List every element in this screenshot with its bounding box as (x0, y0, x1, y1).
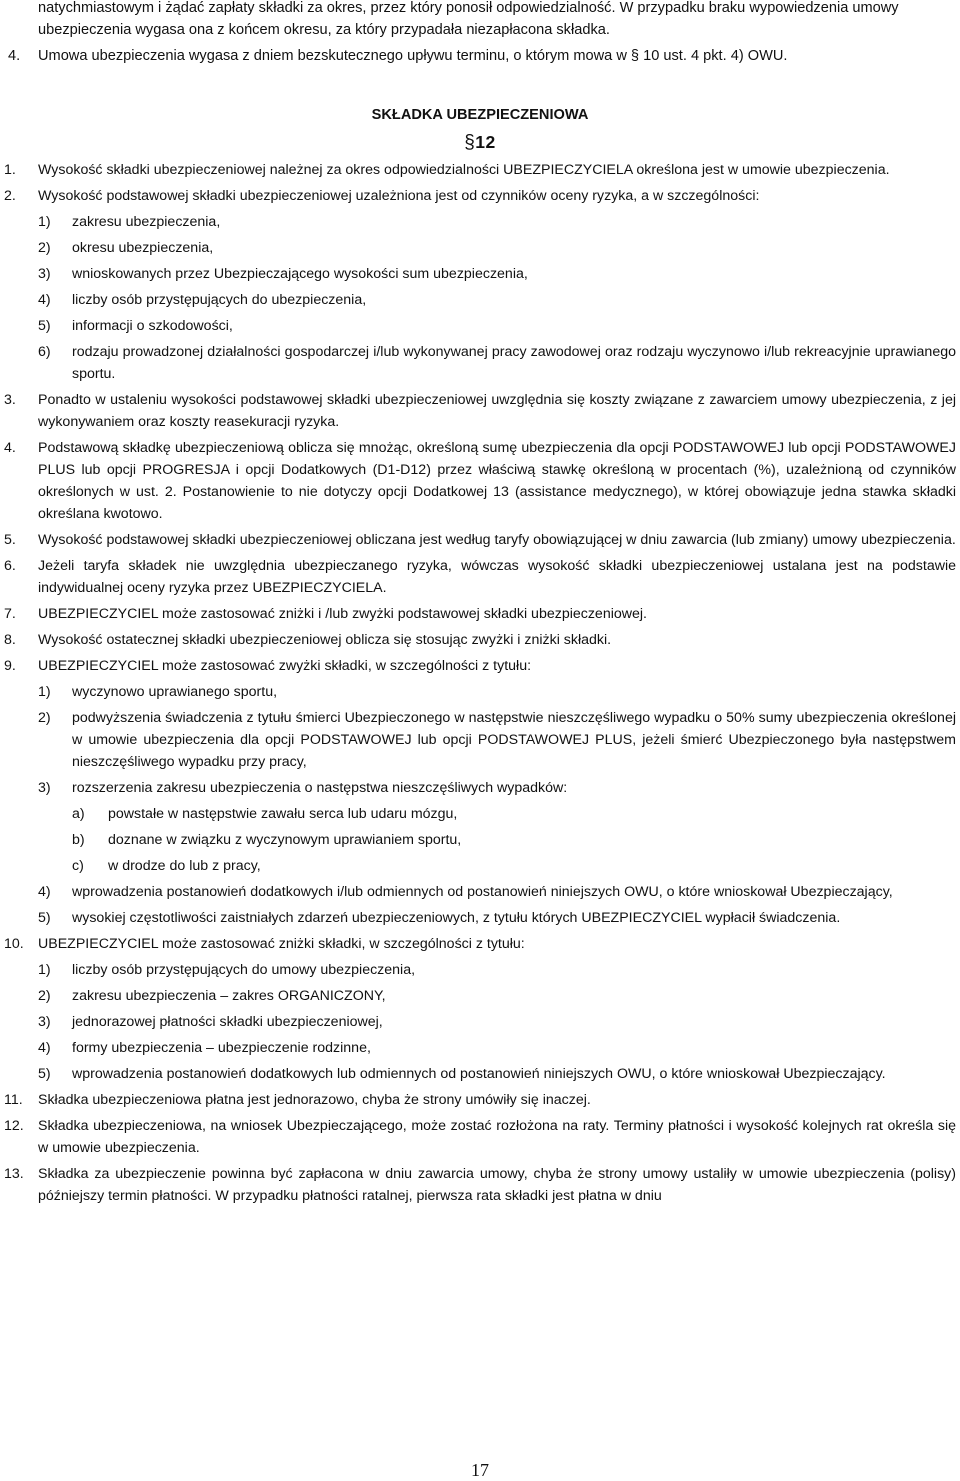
page-number: 17 (471, 1460, 489, 1480)
sub-item (38, 907, 956, 929)
list-item (4, 1115, 956, 1159)
sub-sub-item-number: c) (72, 858, 84, 874)
sub-sub-item-number: b) (72, 832, 85, 848)
sub-item-number: 1) (38, 214, 51, 230)
section-sign: § (464, 132, 476, 153)
sub-item-text: liczby osób przystępujących do ubezpieczenia, (72, 292, 367, 308)
list-item-text: Wysokość składki ubezpieczeniowej należnej za okres odpowiedzialności UBEZPIECZYCIELA określona jest w umowie ubezpieczenia. (38, 162, 890, 178)
sub-item-text: wnioskowanych przez Ubezpieczającego wysokości sum ubezpieczenia, (72, 266, 528, 282)
sub-item (38, 315, 956, 337)
sub-sub-item (38, 829, 956, 851)
list-item-text: UBEZPIECZYCIEL może zastosować zwyżki składki, w szczególności z tytułu: (38, 658, 532, 674)
list-item (4, 655, 956, 677)
sub-item (38, 681, 956, 703)
sub-item-text: formy ubezpieczenia – ubezpieczenie rodzinne, (72, 1040, 371, 1056)
sub-sub-item-text: doznane w związku z wyczynowym uprawianiem sportu, (108, 832, 462, 848)
list-item (4, 629, 956, 651)
sub-item-number: 2) (38, 710, 51, 726)
sub-item-text: wyczynowo uprawianego sportu, (72, 684, 278, 700)
list-item (4, 603, 956, 625)
sub-item-number: 1) (38, 684, 51, 700)
list-item (4, 933, 956, 955)
sub-item-number: 4) (38, 292, 51, 308)
list-item (4, 529, 956, 551)
sub-item (38, 985, 956, 1007)
list-item-number: 2. (4, 188, 16, 204)
list-item-number: 4. (4, 440, 16, 456)
sub-item (38, 777, 956, 799)
sub-item-number: 2) (38, 240, 51, 256)
intro-point-4 (8, 45, 954, 67)
list-item (4, 185, 956, 207)
list-item (4, 437, 956, 525)
list-item-text: UBEZPIECZYCIEL może zastosować zniżki składki, w szczególności z tytułu: (38, 936, 525, 952)
list-item-text: Wysokość podstawowej składki ubezpieczeniowej uzależniona jest od czynników oceny ryzyka, a w szczególności: (38, 188, 760, 204)
sub-item-number: 3) (38, 266, 51, 282)
list-item (4, 555, 956, 599)
list-item-number: 6. (4, 558, 16, 574)
list-item-number: 3. (4, 392, 16, 408)
sub-sub-item (38, 803, 956, 825)
sub-item-number: 4) (38, 1040, 51, 1056)
sub-item-number: 2) (38, 988, 51, 1004)
list-item-number: 7. (4, 606, 16, 622)
list-item-number: 1. (4, 162, 16, 178)
sub-item (38, 1037, 956, 1059)
sub-item-text: jednorazowej płatności składki ubezpieczeniowej, (72, 1014, 383, 1030)
sub-item-number: 6) (38, 344, 51, 360)
list-item-number: 10. (4, 936, 24, 952)
list-item-text: UBEZPIECZYCIEL może zastosować zniżki i /lub zwyżki podstawowej składki ubezpieczeniowej. (38, 606, 647, 622)
sub-item (38, 341, 956, 385)
sub-item-number: 3) (38, 780, 51, 796)
sub-sub-item-text: w drodze do lub z pracy, (108, 858, 261, 874)
intro-paragraph: natychmiastowym i żądać zapłaty składki za okres, przez który ponosił odpowiedzialność. W przypadku braku wypowiedzenia umowy ubezpieczenia wygasa ona z końcem okresu, za który przypadała niezapłacona składka. (38, 0, 899, 38)
intro-point-number: 4. (8, 48, 21, 64)
intro-continuation (8, 0, 954, 67)
list-item-text: Składka za ubezpieczenie powinna być zapłacona w dniu zawarcia umowy, chyba że strony umowy ustaliły w umowie ubezpieczenia (polisy) późniejszy termin płatności. W przypadku płatności ratalnej, pierwsza rata składki jest płatna w dniu (38, 1166, 956, 1204)
points-list (4, 159, 956, 1207)
list-item-number: 11. (4, 1092, 23, 1108)
sub-sub-item-text: powstałe w następstwie zawału serca lub udaru mózgu, (108, 806, 458, 822)
sub-item-text: zakresu ubezpieczenia, (72, 214, 221, 230)
sub-item-text: wysokiej częstotliwości zaistniałych zdarzeń ubezpieczeniowych, z tytułu których UBEZPIECZYCIEL wypłacił świadczenia. (72, 910, 841, 926)
list-item-number: 5. (4, 532, 16, 548)
list-item-text: Wysokość podstawowej składki ubezpieczeniowej obliczana jest według taryfy obowiązującej w dniu zawarcia (lub zmiany) umowy ubezpieczenia. (38, 532, 956, 548)
list-item (4, 1163, 956, 1207)
list-item-number: 13. (4, 1166, 24, 1182)
list-item-text: Podstawową składkę ubezpieczeniową oblicza się mnożąc, określoną sumę ubezpieczenia dla opcji PODSTAWOWEJ lub opcji PODSTAWOWEJ PLUS lub opcji PROGRESJA i opcji Dodatkowych (D1-D12) przez właściwą stawkę określoną w procentach (%), uzależnioną od czynników określonych w ust. 2. Postanowienie to nie dotyczy opcji Dodatkowej 13 (assistance medycznego), w której obowiązuje jedna stawka składki określana kwotowo. (38, 440, 956, 522)
sub-item-text: wprowadzenia postanowień dodatkowych lub odmiennych od postanowień niniejszych OWU, o które wnioskował Ubezpieczający. (72, 1066, 886, 1082)
sub-item-number: 4) (38, 884, 51, 900)
sub-item-text: informacji o szkodowości, (72, 318, 233, 334)
sub-item (38, 211, 956, 233)
sub-item-text: rodzaju prowadzonej działalności gospodarczej i/lub wykonywanej pracy zawodowej oraz rodzaju wyczynowo i/lub rekreacyjnie uprawianego sportu. (72, 344, 956, 382)
sub-item (38, 263, 956, 285)
list-item (4, 389, 956, 433)
sub-item-text: wprowadzenia postanowień dodatkowych i/lub odmiennych od postanowień niniejszych OWU, o które wnioskował Ubezpieczający, (72, 884, 893, 900)
list-item-text: Ponadto w ustaleniu wysokości podstawowej składki ubezpieczeniowej uwzględnia się koszty związane z zawarciem umowy ubezpieczenia, z jej wykonywaniem oraz koszty reasekuracji ryzyka. (38, 392, 956, 430)
sub-item (38, 1011, 956, 1033)
list-item-number: 9. (4, 658, 16, 674)
sub-item (38, 1063, 956, 1085)
list-item-text: Wysokość ostatecznej składki ubezpieczeniowej oblicza się stosując zwyżki i zniżki składki. (38, 632, 612, 648)
sub-item (38, 289, 956, 311)
section-title: SKŁADKA UBEZPIECZENIOWA (371, 107, 589, 123)
intro-point-text: Umowa ubezpieczenia wygasa z dniem bezskutecznego upływu terminu, o którym mowa w § 10 ust. 4 pkt. 4) OWU. (38, 48, 788, 64)
sub-item-number: 1) (38, 962, 51, 978)
sub-item (38, 707, 956, 773)
sub-item (38, 237, 956, 259)
sub-item-number: 5) (38, 318, 51, 334)
sub-item-number: 3) (38, 1014, 51, 1030)
list-item (4, 1089, 956, 1111)
paragraph-number (0, 131, 960, 154)
sub-item-text: zakresu ubezpieczenia – zakres ORGANICZONY, (72, 988, 386, 1004)
list-item-number: 12. (4, 1118, 24, 1134)
sub-item-number: 5) (38, 1066, 51, 1082)
sub-item-number: 5) (38, 910, 51, 926)
sub-item-text: okresu ubezpieczenia, (72, 240, 214, 256)
sub-item-text: rozszerzenia zakresu ubezpieczenia o następstwa nieszczęśliwych wypadków: (72, 780, 568, 796)
sub-item-text: podwyższenia świadczenia z tytułu śmierci Ubezpieczonego w następstwie nieszczęśliwego wypadku o 50% sumy ubezpieczenia określonej w umowie ubezpieczenia dla opcji PODSTAWOWEJ lub opcji PODSTAWOWEJ PLUS, jeżeli śmierć Ubezpieczonego była następstwem nieszczęśliwego wypadku przy pracy, (72, 710, 956, 770)
list-item-number: 8. (4, 632, 16, 648)
sub-item-text: liczby osób przystępujących do umowy ubezpieczenia, (72, 962, 416, 978)
list-item-text: Składka ubezpieczeniowa płatna jest jednorazowo, chyba że strony umówiły się inaczej. (38, 1092, 591, 1108)
sub-item (38, 881, 956, 903)
list-item-text: Jeżeli taryfa składek nie uwzględnia ubezpieczanego ryzyka, wówczas wysokość składki ubezpieczeniowej ustalana jest na podstawie indywidualnej oceny ryzyka przez UBEZPIECZYCIELA. (38, 558, 956, 596)
list-item-text: Składka ubezpieczeniowa, na wniosek Ubezpieczającego, może zostać rozłożona na raty. Terminy płatności i wysokość kolejnych rat określa się w umowie ubezpieczenia. (38, 1118, 956, 1156)
list-item (4, 159, 956, 181)
sub-sub-item-number: a) (72, 806, 85, 822)
sub-sub-item (38, 855, 956, 877)
paragraph-number-value: 12 (475, 132, 496, 152)
sub-item (38, 959, 956, 981)
